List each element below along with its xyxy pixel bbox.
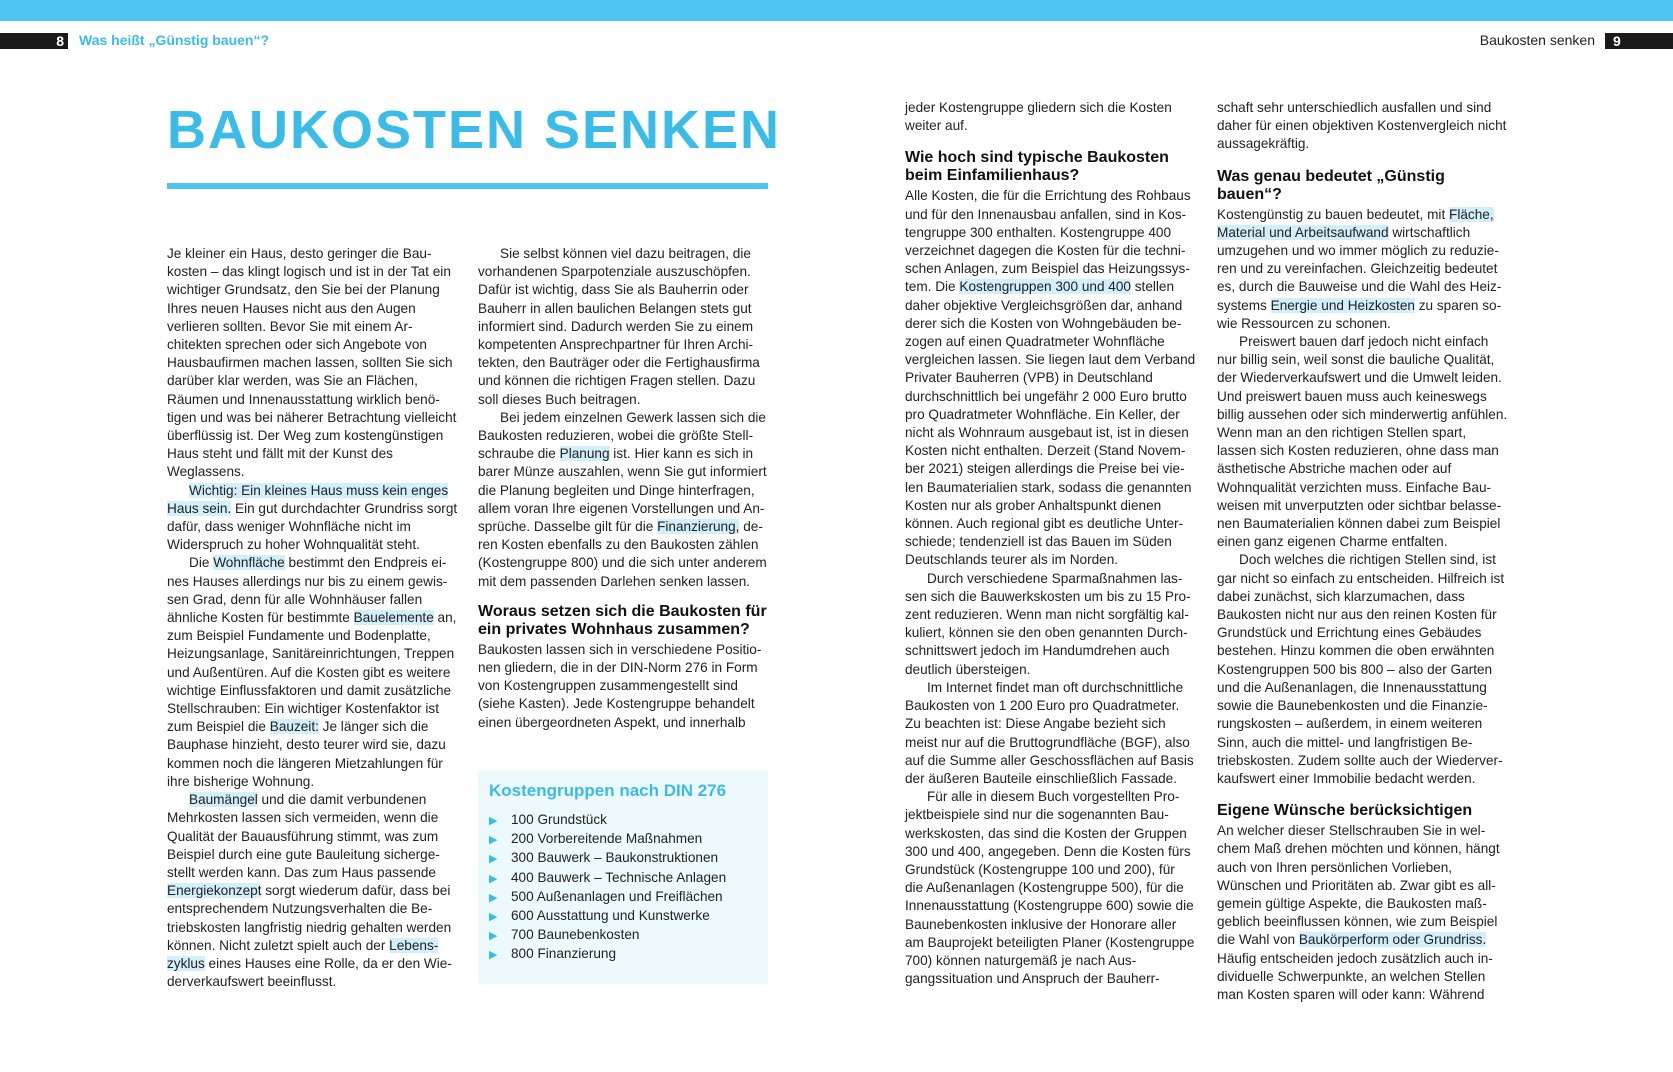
list-item-label: 700 Baunebenkosten [511,927,640,943]
paragraph [167,482,458,555]
text: Die [189,555,214,571]
text-column-2 [478,245,769,732]
page-title: BAUKOSTEN SENKEN [167,100,782,160]
highlight: Kostengruppen 300 und 400 [959,279,1131,295]
text: an, zum Beispiel Fundamente und Bodenplatte, Heizungsanlage, Sanitäreinrichtungen, Treppen und Außentüren. Auf die Kosten gibt es weitere wichtige Einflussfaktoren und damit zusätzliche Stellschrauben: Ein wichtiger Kostenfaktor ist zum Beispiel die [167,610,457,735]
text: wirtschaftlich umzugehen und wo immer möglich zu reduzieren und zu vereinfachen. Gleichzeitig bedeutet es, durch die Bauweise und die Wahl des Heizsystems [1217,224,1502,313]
right-running-header: Baukosten senken [1479,32,1595,48]
list-item [489,945,757,964]
list-item-label: 400 Bauwerk – Technische Anlagen [511,869,727,885]
list-item-label: 100 Grundstück [511,812,607,827]
arrow-right-icon: ▶ [489,891,498,904]
highlight: Baumängel [189,792,258,808]
arrow-right-icon: ▶ [489,815,498,827]
list-item [489,849,757,868]
paragraph: Für alle in diesem Buch vorgestellten Projektbeispiele sind nur die sogenannten Bauwerkskosten, das sind die Kosten der Gruppen 300 und 400, angegeben. Denn die Kosten fürs Grundstück (Kostengruppe 100 und 200), für die Außenanlagen (Kostengruppe 500), für die Innenausstattung (Kostengruppe 600) sowie die Baunebenkosten inklusive der Honorare aller am Bauprojekt beteiligten Planer (Kostengruppe 700) können naturgemäß je nach Ausgangssituation und Anspruch der Bauherr- [905,789,1195,987]
paragraph [478,409,769,591]
highlight: Wichtig: Ein kleines Haus muss kein enges Haus sein. [167,482,449,516]
text-column-3 [905,99,1196,988]
cost-group-list [489,811,757,965]
highlight: Energie und Heizkosten [1270,297,1415,313]
text: Kostengünstig zu bauen bedeutet, mit [1217,206,1450,222]
list-item-label: 500 Außenanlagen und Freiflächen [511,888,723,904]
text: Ein gut durchdachter Grundriss sorgt dafür, dass weniger Wohnfläche nicht im Widerspruch zu hoher Wohnqualität steht. [167,500,458,553]
text: und die damit verbundenen Mehrkosten lassen sich vermeiden, wenn die Qualität der Bauausführung stimmt, was zum Beispiel durch eine gute Bauleitung sichergestellt werden kann. Das zum Haus passende [167,792,440,880]
section-heading: Was genau bedeutet „Günstig bauen“? [1217,167,1445,203]
paragraph: Baukosten lassen sich in verschiedene Positionen gliedern, die in der DIN-Norm 276 in Form von Kostengruppen zusammengestellt sind (siehe Kasten). Jede Kostengruppe behandelt einen übergeordneten Aspekt, und innerhalb [478,641,762,730]
paragraph [167,554,458,791]
highlight: Bauzeit: [269,719,319,735]
paragraph [1217,822,1508,1004]
list-item-label: 300 Bauwerk – Baukonstruktionen [511,850,719,866]
paragraph [167,791,458,991]
top-color-band [0,0,1673,21]
paragraph: Sie selbst können viel dazu beitragen, die vorhandenen Sparpotenziale auszuschöpfen. Dafür ist wichtig, dass Sie als Bauherrin oder Bauherr in allen baulichen Belangen stets gut informiert sind. Dadurch werden Sie zu einem kompetenten Ansprechpartner für Ihren Architekten, den Bauträger oder die Fertighausfirma und können die richtigen Fragen stellen. Dazu soll dieses Buch beitragen. [478,246,760,407]
title-underline [167,183,768,189]
text: deren Kosten ebenfalls zu den Baukosten zählen (Kostengruppe 800) und die sich unter anderem mit dem passenden Darlehen senken lassen. [478,519,767,589]
info-box-title: Kostengruppen nach DIN 276 [489,781,727,800]
arrow-right-icon: ▶ [489,930,498,943]
paragraph: Durch verschiedene Sparmaßnahmen lassen sich die Bauwerkskosten um bis zu 15 Prozent reduzieren. Wenn man nicht sorgfältig kalkuliert, können sie den oben genannten Durchschnittswert jedoch im Handumdrehen auch deutlich übersteigen. [905,570,1191,677]
text: stellen daher objektive Vergleichsgrößen dar, anhand derer sich die Kosten von Wohngebäuden bezogen auf einen Quadratmeter Wohnfläche vergleichen lassen. Sie liegen laut dem Verband Privater Bauherren (VPB) in Deutschland durchschnittlich bei ungefähr 2 000 Euro brutto pro Quadratmeter Wohnfläche. Ein Keller, der nicht als Wohnraum ausgebaut ist, ist in diesen Kosten nicht enthalten. Derzeit (Stand November 2021) steigen allerdings die Preise bei vielen Baumaterialien stark, sodass die genannten Kosten nur als grober Anhaltspunkt dienen können. Auch regional gibt es deutliche Unterschiede; tendenziell ist das Bauen im Süden Deutschlands teurer als im Norden. [905,279,1196,568]
list-item [489,811,757,830]
list-item-label: 800 Finanzierung [511,946,617,962]
list-item-label: 200 Vorbereitende Maßnahmen [511,831,703,847]
text-column-1 [167,245,458,991]
paragraph: jeder Kostengruppe gliedern sich die Kosten weiter auf. [905,100,1172,134]
arrow-right-icon: ▶ [489,911,498,924]
arrow-right-icon: ▶ [489,834,498,847]
list-item [489,926,757,945]
text: eines Hauses eine Rolle, da er den Wiederverkaufswert beeinflusst. [167,955,452,990]
left-page-number: 8 [0,33,68,49]
text: ist. Hier kann es sich in barer Münze auszahlen, wenn Sie gut informiert die Planung begleiten und Dinge hinterfragen, allem voran Ihre eigenen Vorstellungen und Ansprüche. Dasselbe gilt für die [478,446,767,535]
list-item [489,888,757,907]
text: bestimmt den Endpreis eines Hauses allerdings nur bis zu einem gewissen Grad, denn für alle Wohnhäuser fallen ähnliche Kosten für bestimmte [167,555,448,626]
arrow-right-icon: ▶ [489,872,498,885]
text: Bei jedem einzelnen Gewerk lassen sich die Baukosten reduzieren, wobei die größte Stellschraube die [478,409,766,462]
text: Je länger sich die Bauphase hinzieht, desto teurer wird sie, dazu kommen noch die längeren Mietzahlungen für ihre bisherige Wohnung. [167,719,446,789]
info-box-din276 [478,771,768,984]
right-page-number: 9 [1605,33,1673,49]
paragraph: Doch welches die richtigen Stellen sind, ist gar nicht so einfach zu entscheiden. Hilfreich ist dabei zunächst, sich klarzumachen, dass Baukosten nicht nur aus den reinen Kosten für Grundstück und Errichtung eines Gebäudes bestehen. Hinzu kommen die oben erwähnten Kostengruppen 500 bis 800 – also der Garten und die Außenanlagen, die Innenausstattung sowie die Baunebenkosten und die Finanzierungskosten – außerdem, in einem weiteren Sinn, auch die mittel- und langfristigen Betriebskosten. Zudem sollte auch der Wiederverkaufswert einer Immobilie bedacht werden. [1217,552,1505,786]
highlight: Fläche, Material und Arbeitsaufwand [1217,206,1494,240]
list-item [489,869,757,888]
highlight: Lebenszyklus [167,937,439,971]
paragraph: Preiswert bauen darf jedoch nicht einfach nur billig sein, weil sonst die bauliche Qualität, der Wiederverkaufswert und die Umwelt leiden. Und preiswert bauen muss auch keineswegs billig aussehen oder sich minderwertig anfühlen. Wenn man an den richtigen Stellen spart, lassen sich Kosten reduzieren, ohne dass man ästhetische Abstriche machen oder auf Wohnqualität verzichten muss. Einfache Bauweisen mit unverputzten oder sichtbar belassenen Baumaterialien können dabei zum Beispiel einen ganz eigenen Charme entfalten. [1217,334,1508,550]
text: An welcher dieser Stellschrauben Sie in welchem Maß drehen möchten und können, hängt auch von Ihren persönlichen Vorlieben, Wünschen und Prioritäten ab. Zwar gibt es allgemein gültige Aspekte, die Baukosten maßgeblich beeinflussen können, wie zum Beispiel die Wahl von [1217,823,1500,948]
left-running-header: Was heißt „Günstig bauen“? [79,32,270,48]
highlight: Finanzierung, [657,519,740,535]
paragraph: schaft sehr unterschiedlich ausfallen und sind daher für einen objektiven Kostenvergleich nicht aussagekräftig. [1217,100,1507,152]
section-heading: Eigene Wünsche berücksichtigen [1217,802,1473,820]
text: zu sparen sowie Ressourcen zu schonen. [1217,297,1502,331]
highlight: Bauelemente [353,610,434,626]
section-heading: Woraus setzen sich die Baukosten für ein privates Wohnhaus zusammen? [478,602,767,638]
highlight: Baukörperform oder Grundriss. [1298,932,1487,948]
list-item [489,830,757,849]
text: Alle Kosten, die für die Errichtung des Rohbaus und für den Innenausbau anfallen, sind in Kostengruppe 300 enthalten. Kostengruppe 400 verzeichnet dagegen die Kosten für die technischen Anlagen, zum Beispiel das Heizungssystem. Die [905,188,1191,295]
text-column-4 [1217,99,1508,1004]
arrow-right-icon: ▶ [489,949,498,962]
paragraph: Im Internet findet man oft durchschnittliche Baukosten von 1 200 Euro pro Quadratmeter. Zu beachten ist: Diese Angabe bezieht sich meist nur auf die Bruttogrundfläche (BGF), also auf die Summe aller Geschossflächen auf Basis der äußeren Bauteile einschließlich Fassade. [905,679,1194,786]
paragraph [1217,206,1508,333]
highlight: Energiekonzept [167,883,262,899]
arrow-right-icon: ▶ [489,853,498,866]
section-heading: Wie hoch sind typische Baukosten beim Einfamilienhaus? [905,149,1169,185]
highlight: Planung [559,446,610,462]
text: sorgt wiederum dafür, dass bei entsprechendem Nutzungsverhalten die Betriebskosten langfristig niedrig gehalten werden können. Nicht zuletzt spielt auch der [167,883,452,953]
paragraph: Je kleiner ein Haus, desto geringer die Baukosten – das klingt logisch und ist in der Tat ein wichtiger Grundsatz, den Sie bei der Planung Ihres neuen Hauses nicht aus den Augen verlieren sollten. Bevor Sie mit einem Architekten sprechen oder sich Angebote von Hausbaufirmen machen lassen, sollten Sie sich darüber klar werden, was Sie an Flächen, Räumen und Innenausstattung wirklich benötigen und was bei näherer Betrachtung vielleicht überflüssig ist. Der Weg zum kostengünstigen Haus steht und fällt mit der Kunst des Weglassens. [167,246,457,480]
highlight: Wohnfläche [213,555,285,571]
list-item-label: 600 Ausstattung und Kunstwerke [511,908,710,924]
text: Häufig entscheiden jedoch zusätzlich auch individuelle Schwerpunkte, an welchen Stellen man Kosten sparen will oder kann: Während [1217,950,1493,1002]
paragraph [905,187,1196,569]
list-item [489,907,757,926]
